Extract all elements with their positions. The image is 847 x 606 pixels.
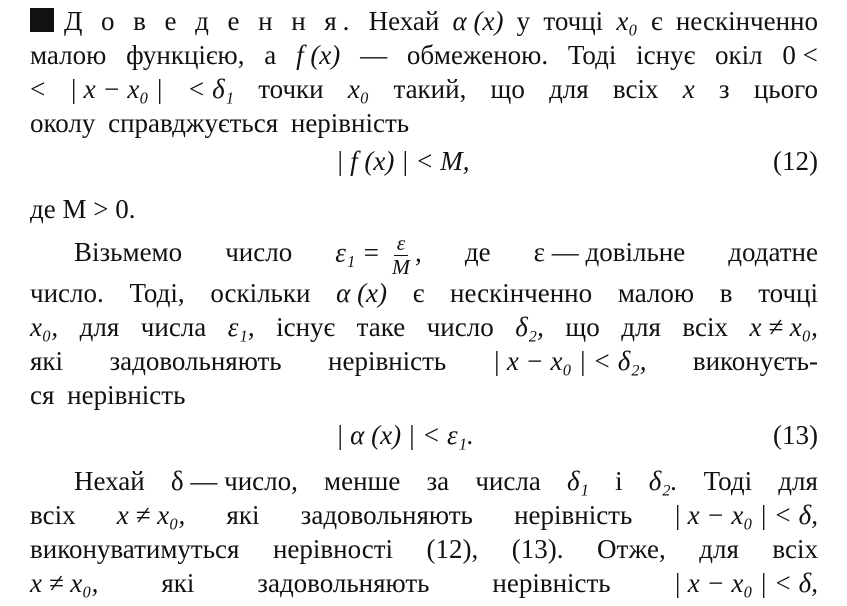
word: таке (356, 312, 406, 342)
proof-line-5 (30, 192, 818, 226)
math-delta-number: δ — число, (170, 466, 298, 496)
math-less: < (30, 74, 46, 104)
word: Тоді, (129, 278, 185, 308)
word: числа (475, 466, 541, 496)
word: всіх (772, 534, 818, 564)
word: за (426, 466, 450, 496)
word: що (490, 74, 525, 104)
math-less-delta1: < δ₁ (187, 74, 235, 104)
word: нерівність (328, 346, 447, 376)
word: для (778, 466, 818, 496)
word: число (426, 312, 494, 342)
word: задовольняють (109, 346, 282, 376)
word: Візьмемо (74, 237, 183, 268)
word: які (226, 500, 260, 530)
word: — (360, 40, 388, 70)
word: для (549, 74, 589, 104)
word: функцією, (126, 40, 245, 70)
word: точці (543, 6, 604, 36)
math-x0: x₀, (30, 312, 59, 342)
word: з (718, 74, 730, 104)
word: для (621, 312, 661, 342)
word: додатне (728, 237, 818, 268)
word: справджується (108, 108, 279, 138)
proof-line-1 (30, 4, 818, 38)
math-eps1-def: ε₁ = $\frac{\varepsilon}{M}$ , (335, 231, 422, 279)
choice-line-3 (30, 310, 818, 344)
math-delta1: δ₁ (566, 466, 589, 496)
conclusion-line-2 (30, 498, 818, 532)
reference-13: (13). (511, 534, 564, 564)
word: цього (753, 74, 818, 104)
word: обмеженою. (406, 40, 549, 70)
conclusion-line-3 (30, 532, 818, 566)
word: оскільки (210, 278, 311, 308)
math-abs-less-delta2: | x − x₀ | < δ₂, (492, 346, 647, 376)
math-x0: x₀ (347, 74, 370, 104)
math-delta2: δ₂. (648, 466, 678, 496)
proof-line-4 (30, 106, 818, 140)
reference-12: (12), (426, 534, 479, 564)
word: окіл (715, 40, 763, 70)
proof-start-square: Д о в е д е н н я. (30, 4, 355, 38)
word: Нехай (74, 466, 145, 496)
word: що (565, 312, 600, 342)
proof-line-2 (30, 38, 818, 72)
word: малою (617, 278, 695, 308)
word: ε — довільне (533, 237, 686, 268)
word: число (225, 237, 293, 268)
word: точки (258, 74, 324, 104)
word: існує (636, 40, 696, 70)
word-hyphenated: виконуєть- (692, 346, 818, 376)
word: нерівності (272, 534, 394, 564)
word: всіх (682, 312, 728, 342)
choice-line-5 (30, 378, 818, 412)
word: задовольняють (257, 568, 430, 598)
word: нерівність (514, 500, 633, 530)
word: існує (276, 312, 336, 342)
math-x: x (682, 74, 695, 104)
math-x-neq-x0: x ≠ x₀, (116, 500, 186, 530)
word: такий, (393, 74, 467, 104)
word: у (516, 6, 531, 36)
word: Отже, (597, 534, 666, 564)
word: є (412, 278, 425, 308)
choice-line-2 (30, 276, 818, 310)
conclusion-line-4 (30, 566, 818, 600)
word: менше (324, 466, 401, 496)
word: які (161, 568, 195, 598)
word: число. (30, 278, 104, 308)
word: де (464, 237, 491, 268)
fraction-numerator: ε (394, 232, 409, 256)
word: нерівність (290, 108, 410, 138)
word: всіх (30, 500, 76, 530)
word: нерівність (492, 568, 611, 598)
choice-line-4 (30, 344, 818, 378)
proof-line-3 (30, 72, 818, 106)
math-eps1: ε₁, (227, 312, 255, 342)
word: задовольняють (300, 500, 473, 530)
equation-12-row (30, 146, 818, 186)
fraction-denominator: M (392, 254, 411, 279)
equation-number-12: (12) (773, 146, 818, 176)
choice-line-1 (74, 232, 818, 278)
word: малою (30, 40, 107, 70)
math-delta2: δ₂, (515, 312, 544, 342)
word: а (264, 40, 277, 70)
word: нерівність (67, 380, 186, 410)
equation-number-13: (13) (773, 420, 818, 450)
math-alpha-x: α (x) (452, 6, 504, 36)
math-x-neq-x0: x ≠ x₀, (749, 312, 818, 342)
word: числа (140, 312, 207, 342)
word: околу (30, 108, 96, 138)
math-abs-less-delta: | x − x₀ | < δ, (673, 500, 818, 530)
word: є (651, 6, 663, 36)
math-x0: x₀ (616, 6, 638, 36)
word: виконуватимуться (30, 534, 240, 564)
word: для (79, 312, 120, 342)
word: ся (30, 380, 55, 410)
word: для (699, 534, 739, 564)
word: які (30, 346, 64, 376)
condition-m-positive: де M > 0. (30, 194, 136, 224)
word: Тоді (703, 466, 753, 496)
math-x-neq-x0: x ≠ x₀, (30, 568, 99, 598)
math-abs-less-delta: | x − x₀ | < δ, (673, 568, 818, 598)
word: Нехай (368, 6, 440, 36)
fraction-eps-over-m (389, 232, 413, 278)
word: Тоді (567, 40, 617, 70)
equation-13: | α (x) | < ε₁. (336, 420, 474, 450)
math-alpha-x: α (x) (336, 278, 388, 308)
word: нескінченно (450, 278, 593, 308)
equation-13-row (30, 420, 818, 460)
word: всіх (612, 74, 659, 104)
equation-12: | f (x) | < M, (336, 146, 470, 176)
word: в (719, 278, 733, 308)
word: точці (758, 278, 818, 308)
math-eps1-equals: ε₁ = (335, 237, 381, 268)
word: і (615, 466, 623, 496)
math-abs-x-x0: | x − x₀ | (69, 74, 163, 104)
math-zero-less: 0 < (782, 40, 818, 70)
math-f-x: f (x) (296, 40, 341, 70)
conclusion-line-1 (74, 464, 818, 498)
word: нескінченно (675, 6, 818, 36)
